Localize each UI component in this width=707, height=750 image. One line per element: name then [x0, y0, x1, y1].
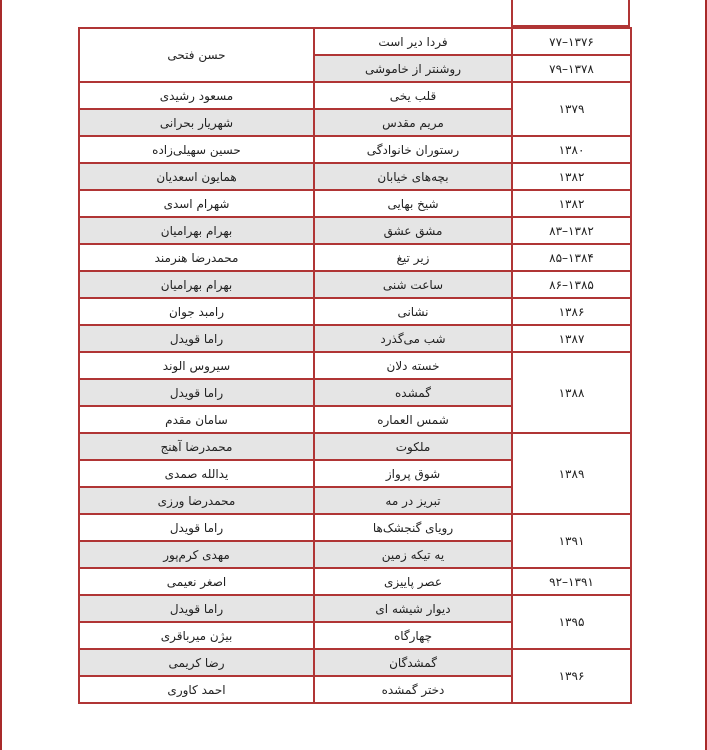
table-row	[79, 568, 631, 595]
year-cell: ۱۳۸۰	[512, 136, 631, 163]
year-cell: ۱۳۸۴–۸۵	[512, 244, 631, 271]
year-cell: ۱۳۷۸–۷۹	[512, 55, 631, 82]
title-cell: ساعت شنی	[314, 271, 512, 298]
director-cell: مهدی کرم‌پور	[79, 541, 314, 568]
year-cell: ۱۳۹۵	[512, 595, 631, 649]
director-cell: بهرام بهرامیان	[79, 271, 314, 298]
year-cell: ۱۳۸۵–۸۶	[512, 271, 631, 298]
table-row	[79, 244, 631, 271]
director-cell: سامان مقدم	[79, 406, 314, 433]
table-row	[79, 595, 631, 622]
director-cell: حسن فتحی	[79, 28, 314, 82]
title-cell: دیوار شیشه ای	[314, 595, 512, 622]
director-cell: محمدرضا آهنج	[79, 433, 314, 460]
director-cell: رامبد جوان	[79, 298, 314, 325]
director-cell: مسعود رشیدی	[79, 82, 314, 109]
title-cell: شمس العماره	[314, 406, 512, 433]
table-row	[79, 28, 631, 55]
director-cell: سیروس الوند	[79, 352, 314, 379]
director-cell: یدالله صمدی	[79, 460, 314, 487]
title-cell: زیر تیغ	[314, 244, 512, 271]
director-cell: راما قویدل	[79, 514, 314, 541]
year-cell: ۱۳۸۷	[512, 325, 631, 352]
director-cell: راما قویدل	[79, 379, 314, 406]
director-cell: محمدرضا هنرمند	[79, 244, 314, 271]
director-cell: شهرام اسدی	[79, 190, 314, 217]
table-row	[79, 190, 631, 217]
table-row	[79, 298, 631, 325]
year-cell: ۱۳۹۱	[512, 514, 631, 568]
table-row	[79, 649, 631, 676]
title-cell: شب می‌گذرد	[314, 325, 512, 352]
filmography-table	[78, 27, 632, 704]
table-row	[79, 325, 631, 352]
title-cell: رستوران خانوادگی	[314, 136, 512, 163]
year-cell: ۱۳۸۸	[512, 352, 631, 433]
title-cell: شوق پرواز	[314, 460, 512, 487]
director-cell: راما قویدل	[79, 325, 314, 352]
director-cell: احمد کاوری	[79, 676, 314, 703]
title-cell: ملکوت	[314, 433, 512, 460]
director-cell: همایون اسعدیان	[79, 163, 314, 190]
director-cell: بیژن میرباقری	[79, 622, 314, 649]
title-cell: بچه‌های خیابان	[314, 163, 512, 190]
page-border-left	[0, 0, 2, 750]
table-row	[79, 82, 631, 109]
title-cell: خسته دلان	[314, 352, 512, 379]
year-cell: ۱۳۸۲–۸۳	[512, 217, 631, 244]
title-cell: رویای گنجشک‌ها	[314, 514, 512, 541]
title-cell: عصر پاییزی	[314, 568, 512, 595]
director-cell: بهرام بهرامیان	[79, 217, 314, 244]
table-row	[79, 217, 631, 244]
title-cell: چهارگاه	[314, 622, 512, 649]
table-row	[79, 514, 631, 541]
year-cell: ۱۳۸۲	[512, 163, 631, 190]
table-row	[79, 352, 631, 379]
director-cell: شهریار بحرانی	[79, 109, 314, 136]
table-row	[79, 433, 631, 460]
director-cell: رضا کریمی	[79, 649, 314, 676]
year-cell: ۱۳۸۶	[512, 298, 631, 325]
table-row	[79, 271, 631, 298]
title-cell: گمشدگان	[314, 649, 512, 676]
title-cell: مریم مقدس	[314, 109, 512, 136]
table-header-year-cell	[511, 0, 630, 27]
director-cell: حسین سهیلی‌زاده	[79, 136, 314, 163]
year-cell: ۱۳۹۶	[512, 649, 631, 703]
title-cell: روشنتر از خاموشی	[314, 55, 512, 82]
title-cell: شیخ بهایی	[314, 190, 512, 217]
director-cell: راما قویدل	[79, 595, 314, 622]
director-cell: محمدرضا ورزی	[79, 487, 314, 514]
title-cell: یه تیکه زمین	[314, 541, 512, 568]
title-cell: فردا دیر است	[314, 28, 512, 55]
title-cell: دختر گمشده	[314, 676, 512, 703]
year-cell: ۱۳۷۹	[512, 82, 631, 136]
year-cell: ۱۳۸۲	[512, 190, 631, 217]
table-row	[79, 163, 631, 190]
director-cell: اصغر نعیمی	[79, 568, 314, 595]
filmography-table-body	[79, 28, 631, 703]
table-row	[79, 136, 631, 163]
title-cell: گمشده	[314, 379, 512, 406]
title-cell: تبریز در مه	[314, 487, 512, 514]
year-cell: ۱۳۷۶–۷۷	[512, 28, 631, 55]
title-cell: قلب یخی	[314, 82, 512, 109]
title-cell: مشق عشق	[314, 217, 512, 244]
year-cell: ۱۳۹۱–۹۲	[512, 568, 631, 595]
title-cell: نشانی	[314, 298, 512, 325]
year-cell: ۱۳۸۹	[512, 433, 631, 514]
